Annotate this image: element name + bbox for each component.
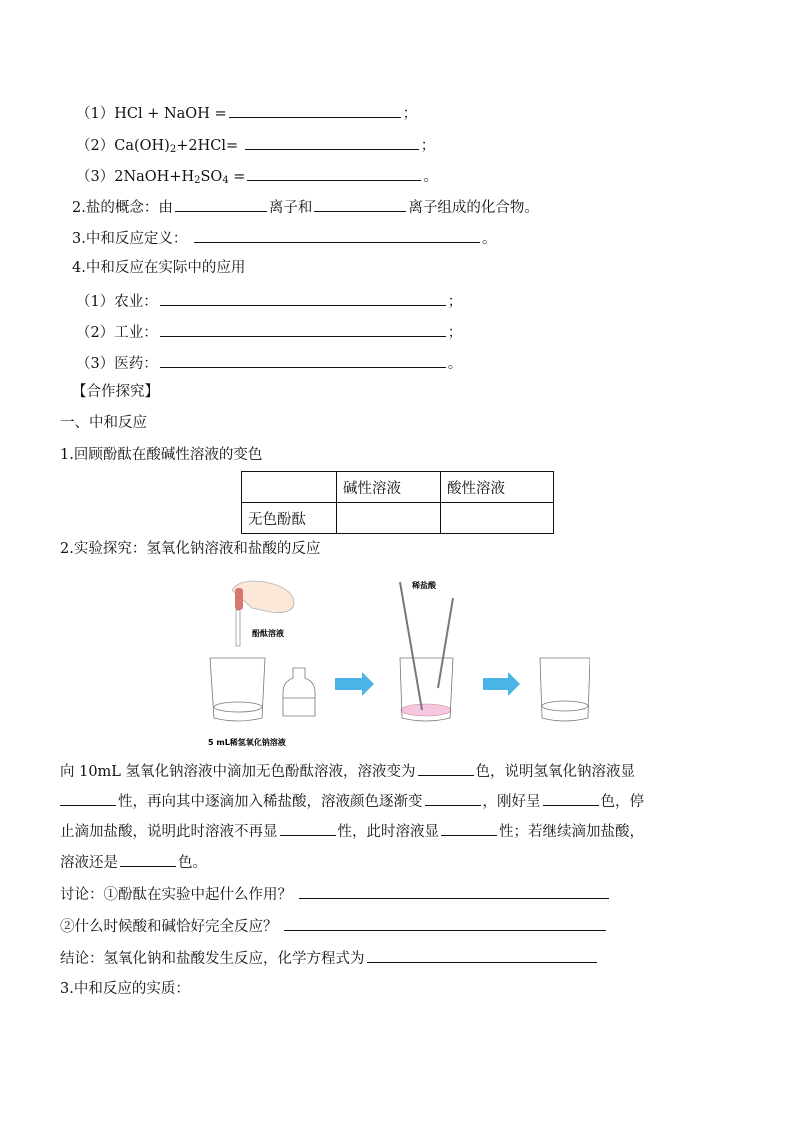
punct: ；	[420, 138, 436, 154]
punct: ；	[447, 325, 463, 341]
text: 2.盐的概念：由	[72, 200, 173, 216]
answer-blank[interactable]	[120, 851, 176, 867]
answer-blank[interactable]	[160, 290, 446, 306]
answer-blank[interactable]	[245, 134, 419, 150]
experiment-paragraph-line	[60, 851, 207, 873]
item-number: （3）	[76, 169, 115, 185]
question-2: 2.实验探究：氢氧化钠溶液和盐酸的反应	[60, 541, 321, 557]
text: 讨论：①酚酞在实验中起什么作用？	[60, 887, 292, 903]
item-number: （1）	[76, 106, 115, 122]
section-heading: 【合作探究】	[72, 384, 159, 400]
answer-blank[interactable]	[284, 915, 606, 931]
item-number: （2）	[76, 138, 115, 154]
equation-text: +2HCl=	[176, 138, 239, 154]
equation-2	[76, 134, 435, 160]
equation-3	[76, 165, 438, 191]
application-item	[76, 321, 462, 343]
text: （1）农业：	[76, 294, 158, 310]
answer-blank[interactable]	[299, 883, 609, 899]
answer-blank[interactable]	[314, 196, 406, 212]
punct: 。	[423, 169, 438, 185]
text: ，刚好呈	[482, 794, 541, 810]
bottle-icon	[283, 668, 315, 716]
answer-blank[interactable]	[160, 321, 446, 337]
answer-blank[interactable]	[160, 352, 446, 368]
answer-blank[interactable]	[367, 947, 597, 963]
arrow-icon	[483, 672, 520, 696]
beaker-icon	[540, 658, 590, 721]
table-cell[interactable]	[337, 503, 441, 534]
text: 性；若继续滴加盐酸，	[499, 824, 644, 840]
punct: ；	[447, 294, 463, 310]
answer-blank[interactable]	[194, 227, 480, 243]
application-item	[76, 352, 462, 374]
experiment-paragraph-line	[60, 760, 635, 782]
experiment-paragraph-line	[60, 820, 644, 842]
text: 性，再向其中逐滴加入稀盐酸，溶液颜色逐渐变	[118, 794, 423, 810]
text: （3）医药：	[76, 356, 158, 372]
label-naoh: 5 mL稀氢氧化钠溶液	[208, 738, 286, 747]
answer-blank[interactable]	[280, 820, 336, 836]
subsection-heading: 一、中和反应	[60, 415, 147, 431]
equation-text: SO	[200, 169, 223, 185]
text: 离子和	[268, 200, 313, 216]
equation-text: 2NaOH+H	[114, 169, 195, 185]
application-item	[76, 290, 462, 312]
table-header	[242, 472, 337, 503]
punct: ；	[402, 106, 418, 122]
answer-blank[interactable]	[175, 196, 267, 212]
equation-text: =	[228, 169, 246, 185]
beaker-with-acid-icon	[400, 582, 453, 721]
answer-blank[interactable]	[247, 165, 421, 181]
salt-concept	[72, 196, 539, 218]
label-hcl: 稀盐酸	[412, 581, 436, 590]
text: 性，此时溶液显	[337, 824, 439, 840]
subscript: 4	[222, 175, 229, 186]
phenolphthalein-table	[241, 471, 554, 534]
answer-blank[interactable]	[543, 790, 599, 806]
text: 离子组成的化合物。	[408, 200, 539, 216]
neutralization-definition	[72, 227, 496, 249]
equation-text: HCl + NaOH =	[114, 106, 227, 122]
equation-text: Ca(OH)	[114, 138, 170, 154]
experiment-figure	[190, 570, 590, 752]
table-cell[interactable]	[441, 503, 554, 534]
text: 色，说明氢氧化钠溶液显	[475, 764, 636, 780]
answer-blank[interactable]	[425, 790, 481, 806]
beaker-icon	[210, 658, 265, 721]
answer-blank[interactable]	[441, 820, 497, 836]
equation-1	[76, 102, 417, 124]
text: 3.中和反应定义：	[72, 231, 188, 247]
experiment-paragraph-line	[60, 790, 644, 812]
question-3: 3.中和反应的实质：	[60, 981, 190, 997]
arrow-icon	[335, 672, 374, 696]
text: 色。	[178, 855, 207, 871]
subscript: 2	[194, 175, 201, 186]
text: ②什么时候酸和碱恰好完全反应？	[60, 919, 278, 935]
text: 溶液还是	[60, 855, 118, 871]
table-cell: 无色酚酞	[242, 503, 337, 534]
text: （2）工业：	[76, 325, 158, 341]
label-phenolphthalein: 酚酞溶液	[252, 629, 284, 638]
applications-title: 4.中和反应在实际中的应用	[72, 260, 246, 276]
table-header: 碱性溶液	[337, 472, 441, 503]
conclusion	[60, 947, 599, 969]
text: 止滴加盐酸，说明此时溶液不再显	[60, 824, 278, 840]
answer-blank[interactable]	[418, 760, 474, 776]
text: 向 10mL 氢氧化钠溶液中滴加无色酚酞溶液，溶液变为	[60, 764, 416, 780]
text: 结论：氢氧化钠和盐酸发生反应，化学方程式为	[60, 951, 365, 967]
punct: 。	[481, 231, 497, 247]
subscript: 2	[169, 144, 177, 155]
table-header: 酸性溶液	[441, 472, 554, 503]
answer-blank[interactable]	[60, 790, 116, 806]
discussion-1	[60, 883, 611, 905]
punct: 。	[447, 356, 463, 372]
discussion-2	[60, 915, 608, 937]
text: 色，停	[600, 794, 644, 810]
answer-blank[interactable]	[229, 102, 401, 118]
question-1: 1.回顾酚酞在酸碱性溶液的变色	[60, 447, 263, 463]
